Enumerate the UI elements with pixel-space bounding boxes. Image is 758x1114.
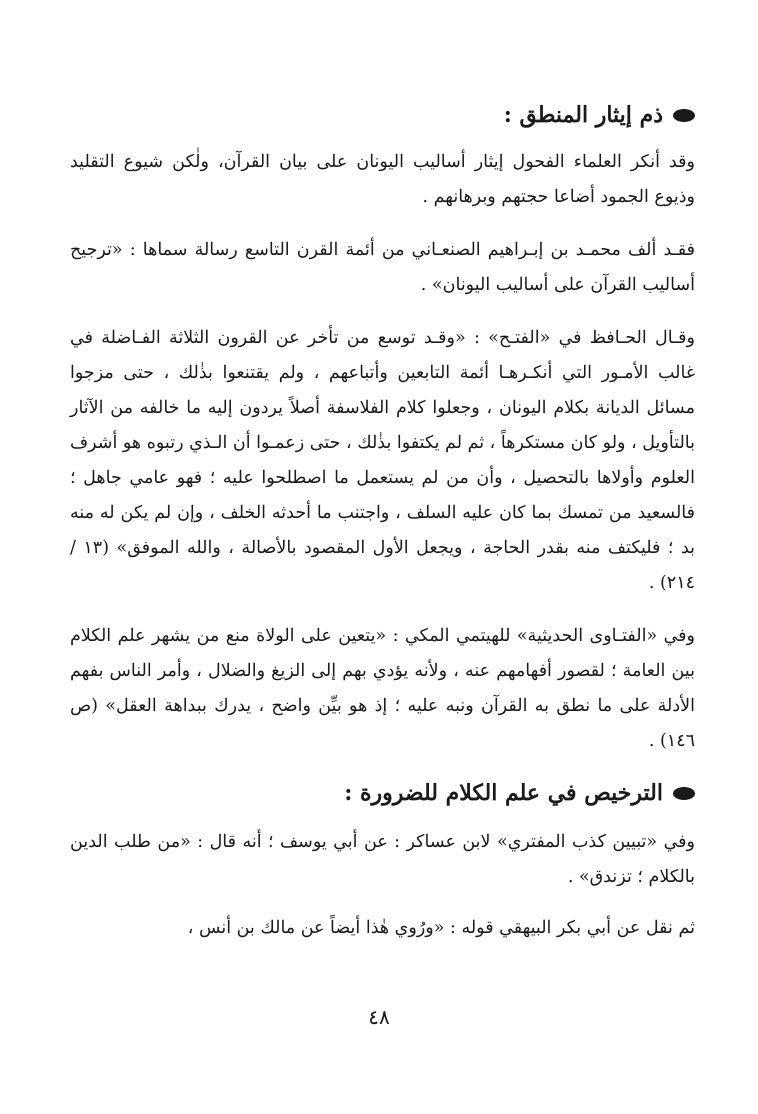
- bullet-icon: [673, 109, 695, 122]
- section-heading-2-text: الترخيص في علم الكلام للضرورة :: [344, 780, 663, 806]
- section-heading-1-text: ذم إيثار المنطق :: [503, 102, 663, 128]
- paragraph-6: ثم نقل عن أبي بكر البيهقي قوله : «ورُوي هٰذا أيضاً عن مالك بن أنس ،: [187, 918, 695, 938]
- paragraph-5: وفي «تبيين كذب المفتري» لابن عساكر : عن أبي يوسف ؛ أنه قال : «من طلب الدين بالكلام ؛ تزندق» .: [70, 832, 695, 887]
- paragraph-2: فقـد ألف محمـد بن إبـراهيم الصنعـاني من أئمة القرن التاسع رسالة سماها : «ترجيح أساليب القرآن على أساليب اليونان» .: [70, 240, 695, 295]
- section-heading-1: [70, 95, 695, 135]
- paragraph-4: وفي «الفتـاوى الحديثية» للهيتمي المكي : «يتعين على الولاة منع من يشهر علم الكلام بين العامة ؛ لقصور أفهامهم عنه ، ولأنه يؤدي بهم إلى الزيغ والضلال ، وأمر الناس بفهم الأدلة على ما نطق به القرآن ونبه عليه ؛ إذ هو بيِّن واضح ، يدرك ببداهة العقل» (ص ١٤٦) .: [70, 626, 695, 751]
- page-number: ٤٨: [368, 1005, 390, 1029]
- page-body: [70, 95, 695, 1055]
- paragraph-1: وقد أنكر العلماء الفحول إيثار أساليب اليونان على بيان القرآن، ولٰكن شيوع التقليد وذيوع الجمود أضاعا حجتهم وبرهانهم .: [70, 152, 695, 207]
- bullet-icon: [673, 787, 695, 800]
- paragraph-3: وقـال الحـافظ في «الفتـح» : «وقـد توسع من تأخر عن القرون الثلاثة الفـاضلة في غالب الأمـور التي أنكـرهـا أئمة التابعين وأتباعهم ، ولم يقتنعوا بذٰلك ، حتى مزجوا مسائل الديانة بكلام اليونان ، وجعلوا كلام الفلاسفة أصلاً يردون إليه ما خالفه من الآثار بالتأويل ، ولو كان مستكرهاً ، ثم لم يكتفوا بذٰلك ، حتى زعمـوا أن الـذي رتبوه هو أشرف العلوم وأولاها بالتحصيل ، وأن من لم يستعمل ما اصطلحوا عليه ؛ فهو عامي جاهل ؛ فالسعيد من تمسك بما كان عليه السلف ، واجتنب ما أحدثه الخلف ، وإن لم يكن له منه بد ؛ فليكتف منه بقدر الحاجة ، ويجعل الأول المقصود بالأصالة ، والله الموفق» (١٣ / ٢١٤) .: [70, 328, 696, 593]
- section-heading-2: [70, 773, 695, 813]
